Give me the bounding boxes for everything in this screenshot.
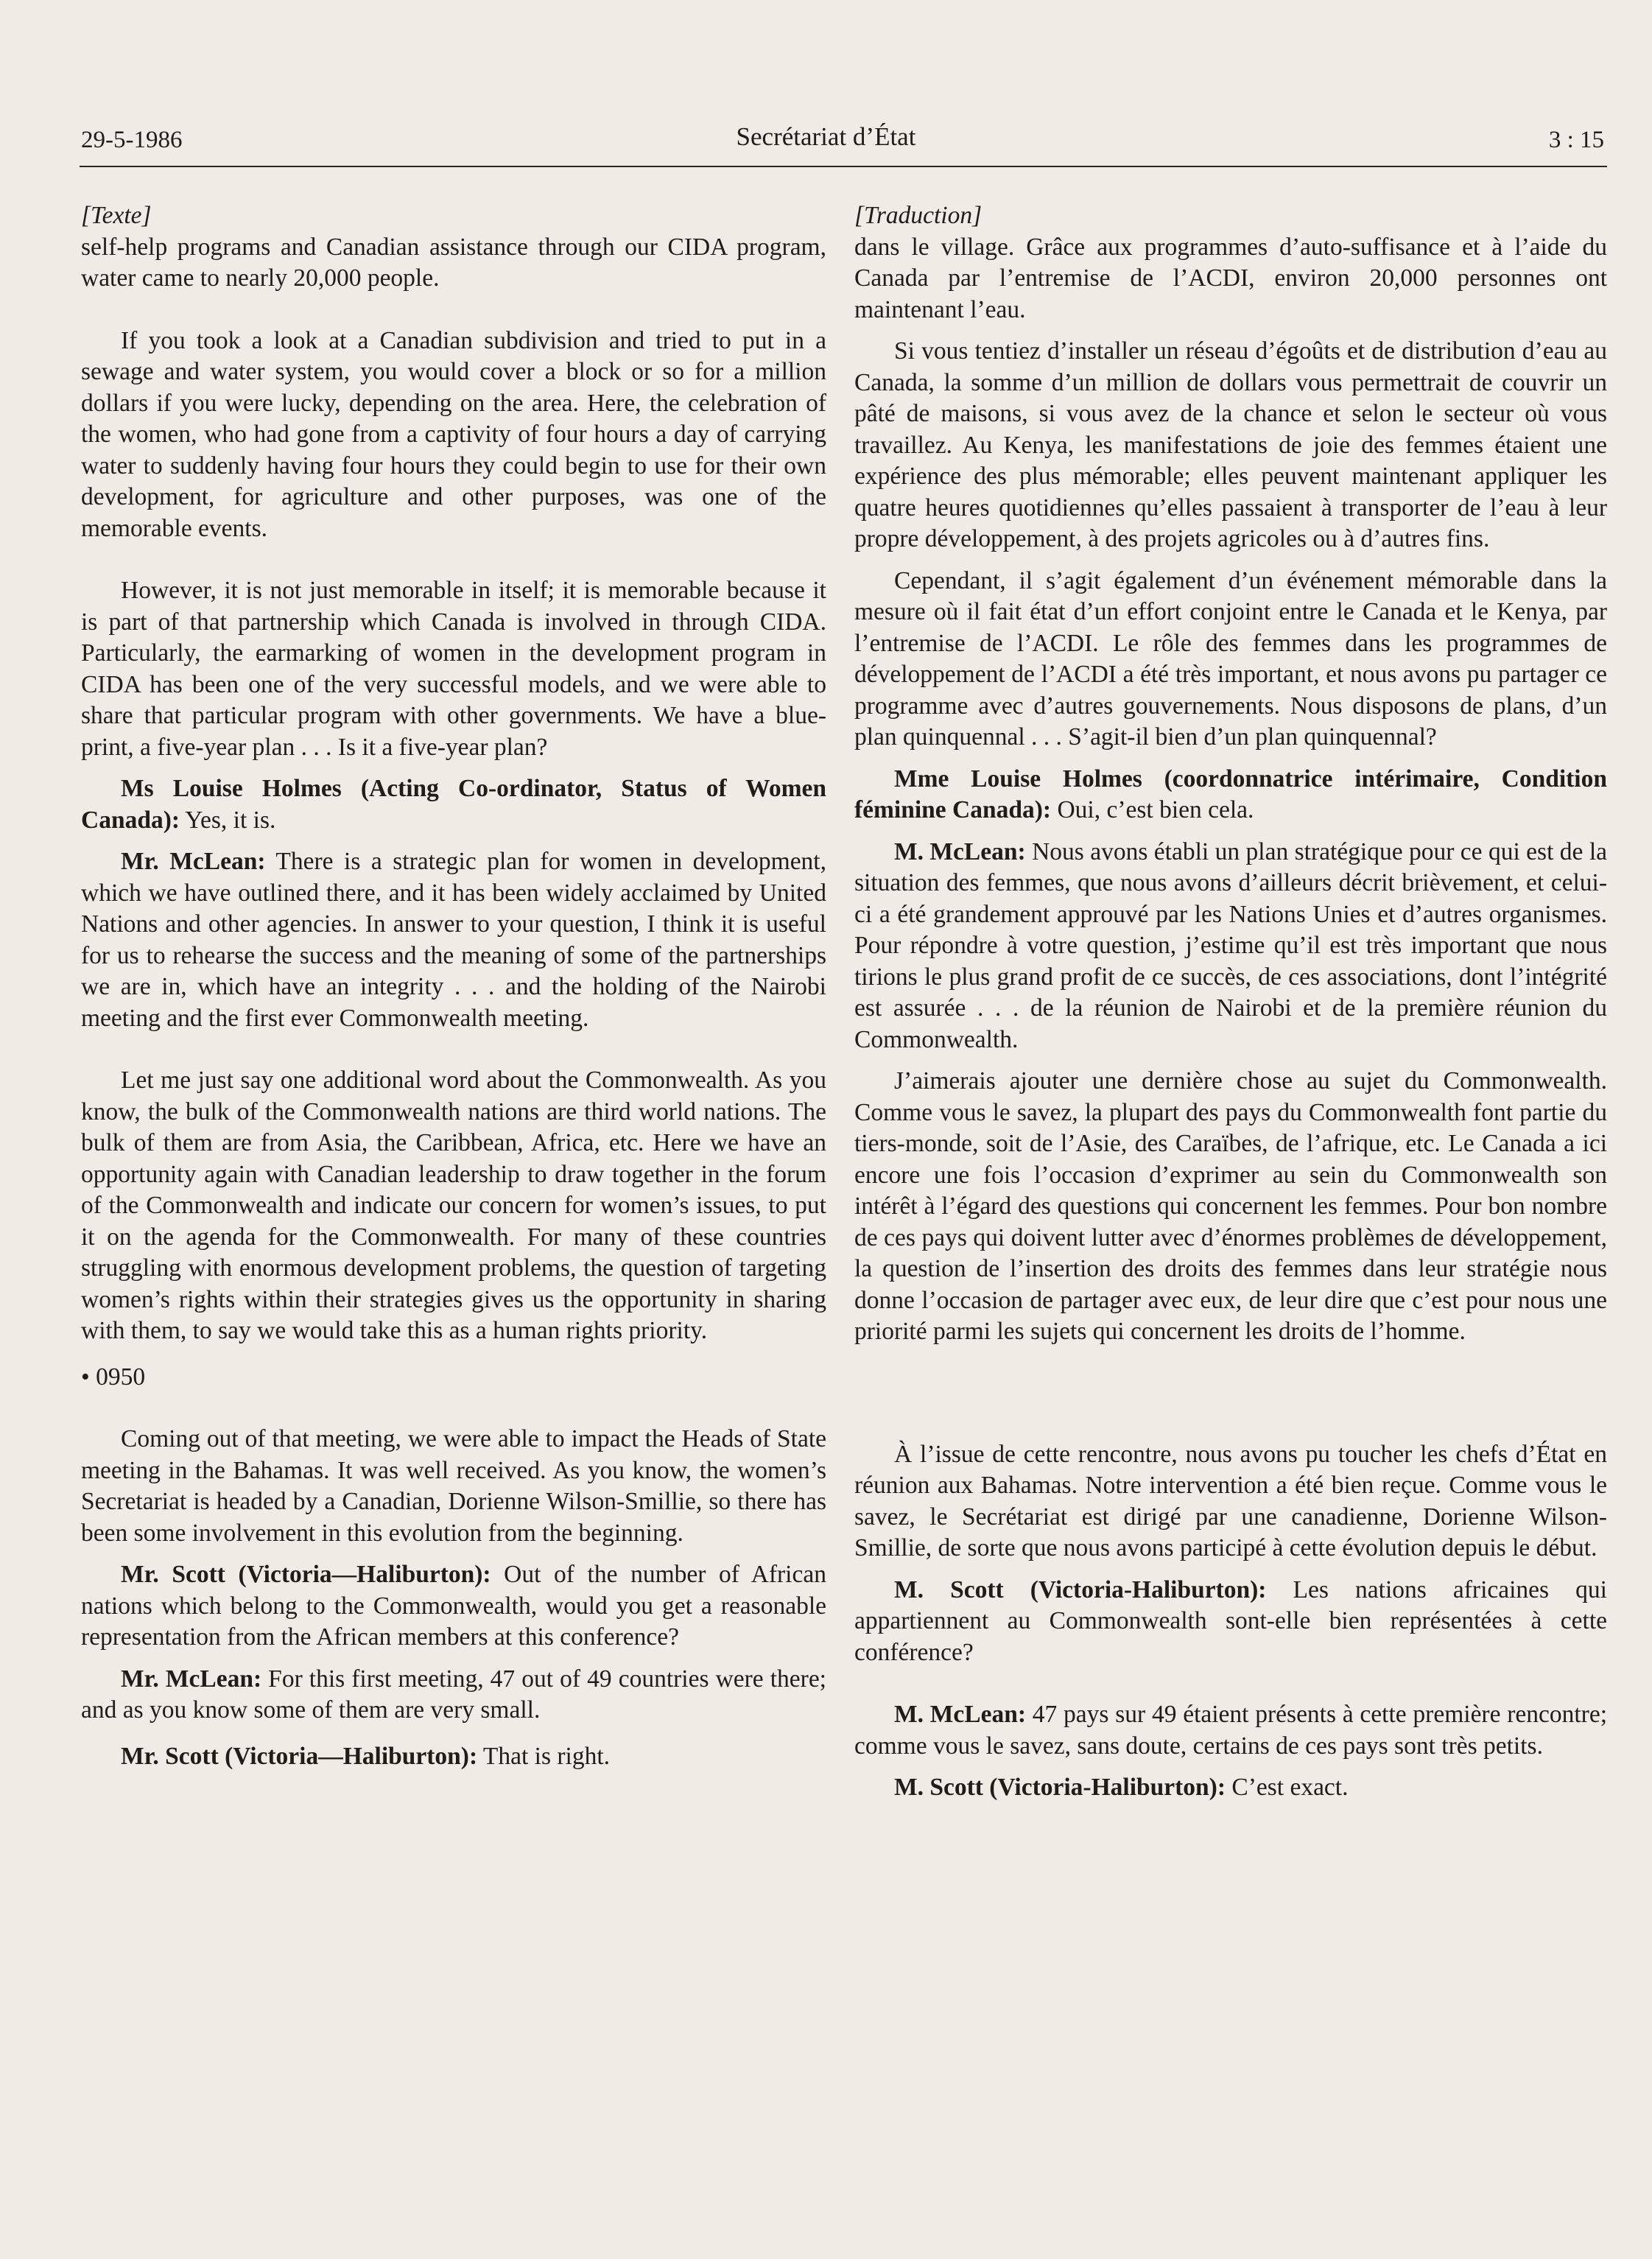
speech [854,1699,1607,1762]
speech-text: 47 pays sur 49 étaient présents à cette première rencontre; comme vous le savez, sans doute, certains de ces pays sont très petits. [854,1701,1608,1760]
header-page-number: 3 : 15 [1548,127,1604,153]
header-title: Secrétariat d’État [736,122,916,151]
speaker-name: Mr. Scott (Victoria—Haliburton): [121,1742,478,1770]
speech [81,773,826,836]
speaker-name: Mme Louise Holmes (coordonnatrice intérimaire, Condition féminine Canada): [854,765,1607,823]
speaker-name: Ms Louise Holmes (Acting Co-ordinator, Status of Women Canada): [81,775,826,834]
paragraph: J’aimerais ajouter une dernière chose au sujet du Commonwealth. Comme vous le savez, la plupart des pays du Commonwealth font partie du tiers-monde, soit de l’Asie, des Caraïbes, de l’afrique, etc. Le Canada a ici encore une fois l’occasion d’exprimer au sein du Commonwealth son intérêt à l’égard des questions qui concernent les femmes. Pour bon nombre de ces pays qui doivent lutter avec d’énormes problèmes de développement, la question de l’insertion des droits des femmes dans leur stratégie nous donne l’occasion de partager avec eux, de leur dire que c’est pour nous une priorité parmi les sujets qui concernent les droits de l’homme. [854,1067,1607,1345]
speaker-name: M. McLean: [894,837,1026,865]
paragraph: dans le village. Grâce aux programmes d’auto-suffisance et à l’aide du Canada par l’entremise de l’ACDI, environ 20,000 personnes ont maintenant l’eau. [854,233,1607,323]
speaker-name: Mr. Scott (Victoria—Haliburton): [121,1561,491,1588]
speaker-name: Mr. McLean: [121,1665,262,1693]
speech [854,837,1607,1056]
french-column [854,200,1607,1804]
speech-text: Nous avons établi un plan stratégique pour ce qui est de la situation des femmes, que nous avons d’ailleurs décrit brièvement, et celui-ci a été grandement approuvé par les Nations Unies et d’autres organismes. Pour répondre à votre question, j’estime qu’il est très important que nous tirions le plus grand profit de ce succès, de ces associations, dont l’intégrité est assurée . . . de la réunion de Nairobi et de la première réunion du Commonwealth. [854,837,1608,1053]
speech [81,1741,826,1773]
speaker-name: M. Scott (Victoria-Haliburton): [894,1575,1267,1603]
speaker-name: M. McLean: [894,1701,1027,1728]
speaker-name: Mr. McLean: [121,848,266,875]
header-rule [80,166,1607,167]
paragraph: Cependant, il s’agit également d’un événement mémorable dans la mesure où il fait état d’un effort conjoint entre le Canada et le Kenya, par l’entremise de l’ACDI. Le rôle des femmes dans les programmes de développement de l’ACDI a été très important, et nous avons pu partager ce programme avec d’autres gouvernements. Nous disposons de plans, d’un plan quinquennal . . . S’agit-il bien d’un plan quinquennal? [854,566,1607,751]
english-column [81,200,826,1772]
paragraph: À l’issue de cette rencontre, nous avons pu toucher les chefs d’État en réunion aux Bahamas. Notre intervention a été bien reçue. Comme vous le savez, le Secrétariat est dirigé par une canadienne, Dorienne Wilson-Smillie, de sorte que nous avons participé à cette évolution depuis le début. [854,1440,1607,1561]
speech-text: There is a strategic plan for women in development, which we have outlined there, and it has been widely acclaimed by United Nations and other agencies. In answer to your question, I think it is useful for us to rehearse the success and the meaning of some of the partnerships we are in, which have an integrity . . . and the holding of the Nairobi meeting and the first ever Commonwealth meeting. [81,848,826,1032]
speech [81,1664,826,1726]
header-date: 29-5-1986 [81,127,183,153]
paragraph: Si vous tentiez d’installer un réseau d’égoûts et de distribution d’eau au Canada, la somme d’un million de dollars vous permettrait de couvrir un pâté de maisons, si vous avez de la chance et selon le secteur où vous travaillez. Au Kenya, les manifestations de joie des femmes étaient une expérience des plus mémorable; elles peuvent maintenant appliquer les quatre heures quotidiennes qu’elles passaient à transporter de l’eau à leur propre développement, à des projets agricoles ou à d’autres fins. [854,337,1607,552]
paragraph: If you took a look at a Canadian subdivision and tried to put in a sewage and water system, you would cover a block or so for a million dollars if you were lucky, depending on the area. Here, the celebration of the women, who had gone from a captivity of four hours a day of carrying water to suddenly having four hours they could begin to use for their own development, for agriculture and other purposes, was one of the memorable events. [81,326,826,542]
speech [854,1772,1607,1804]
speech-text: For this first meeting, 47 out of 49 countries were there; and as you know some of them are very small. [81,1665,826,1724]
translation-label: [Traduction] [854,202,983,229]
speech-text: Les nations africaines qui appartiennent au Commonwealth sont-elle bien représentées à cette conférence? [854,1575,1607,1666]
paragraph: self-help programs and Canadian assistance through our CIDA program, water came to nearly 20,000 people. [81,233,826,292]
paragraph: Let me just say one additional word about the Commonwealth. As you know, the bulk of the Commonwealth nations are third world nations. The bulk of them are from Asia, the Caribbean, Africa, etc. Here we have an opportunity again with Canadian leadership to draw together in the forum of the Commonwealth and indicate our concern for women’s issues, to put it on the agenda for the Commonwealth. For many of these countries struggling with enormous development problems, the question of targeting women’s rights within their strategies gives us the opportunity in sharing with them, to say we would take this as a human rights priority. [81,1067,826,1344]
speech [81,846,826,1034]
speech-text: Yes, it is. [180,806,276,834]
speech-text: C’est exact. [1225,1774,1349,1801]
speech [854,1575,1607,1669]
speaker-name: M. Scott (Victoria-Haliburton): [894,1774,1226,1801]
speech [854,764,1607,826]
speech-text: That is right. [477,1742,611,1770]
paragraph: However, it is not just memorable in itself; it is memorable because it is part of that partnership which Canada is involved in through CIDA. Particularly, the earmarking of women in the development program in CIDA has been one of the very successful models, and we were able to share that particular program with other governments. We have a blue-print, a five-year plan . . . Is it a five-year plan? [81,577,826,761]
paragraph: Coming out of that meeting, we were able to impact the Heads of State meeting in the Bahamas. It was well received. As you know, the women’s Secretariat is headed by a Canadian, Dorienne Wilson-Smillie, so there has been some involvement in this evolution from the beginning. [81,1425,826,1547]
speech-text: Out of the number of African nations which belong to the Commonwealth, would you get a reasonable representation from the African members at this conference? [81,1561,826,1651]
speech-text: Oui, c’est bien cela. [1051,796,1254,823]
time-marker: • 0950 [81,1363,146,1391]
speech [81,1559,826,1654]
text-label: [Texte] [81,202,152,229]
